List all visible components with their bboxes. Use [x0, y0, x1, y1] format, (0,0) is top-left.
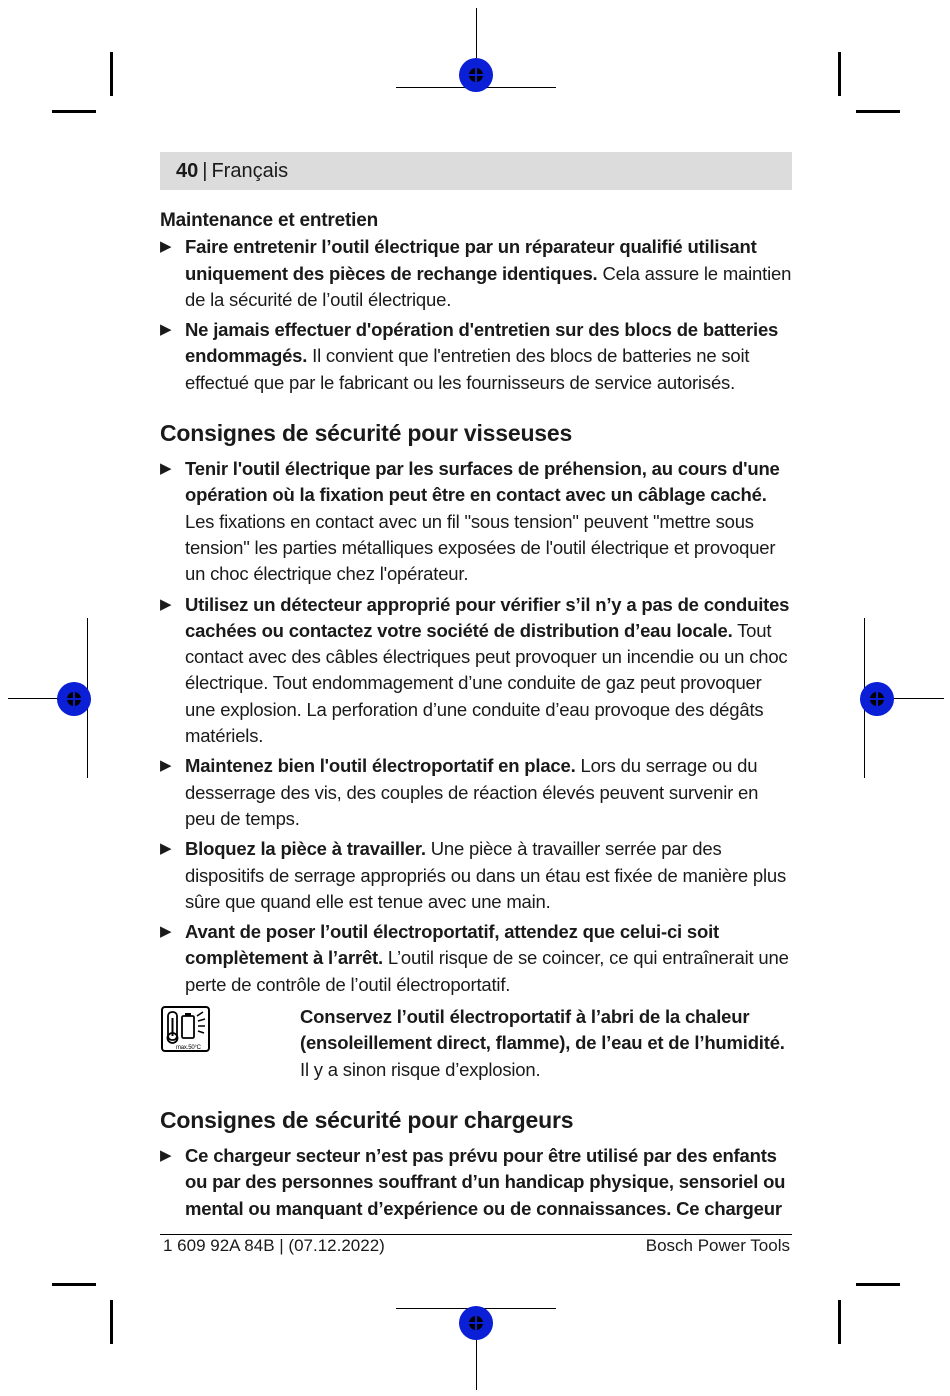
item-text: Tout contact avec des câbles électriques peut provoquer un incendie ou un choc électrique. Tout endommagement d’une conduite de gaz peut provoquer une explosion. La perforation d’une conduite d’eau provoque des dégâts matériels.: [185, 619, 788, 747]
page-content: [160, 208, 792, 1226]
bullet-arrow-icon: ▶: [160, 460, 172, 478]
crop-mark: [856, 110, 900, 113]
registration-mark-icon: [459, 1306, 493, 1340]
list-item: [160, 234, 792, 313]
icon-note: [160, 1004, 792, 1083]
item-text: Une pièce à travailler serrée par des dispositifs de serrage appropriés ou dans un étau est fixée de manière plus sûre que quand elle est tenue avec une main.: [185, 838, 787, 912]
bullet-arrow-icon: ▶: [160, 757, 172, 775]
maintenance-heading: Maintenance et entretien: [160, 210, 378, 231]
footer-doc-ref: 1 609 92A 84B | (07.12.2022): [163, 1236, 385, 1255]
item-bold: Ce chargeur secteur n’est pas prévu pour être utilisé par des enfants ou par des personnes souffrant d’un handicap physique, sensoriel ou mental ou manquant d’expérience ou de connaissances. Ce chargeur: [185, 1144, 786, 1219]
page-number: 40: [176, 159, 199, 182]
crop-mark: [110, 52, 113, 96]
header-language: Français: [211, 159, 289, 182]
list-item: [160, 456, 792, 587]
crop-mark: [838, 1300, 841, 1344]
crop-mark: [856, 1283, 900, 1286]
bullet-arrow-icon: ▶: [160, 238, 172, 256]
footer-brand: Bosch Power Tools: [645, 1236, 790, 1255]
item-text: Les fixations en contact avec un fil "sous tension" peuvent "mettre sous tension" les parties métalliques exposées de l'outil électrique et provoquer un choc électrique chez l'opérateur.: [185, 510, 776, 585]
item-bold: Bloquez la pièce à travailler.: [185, 838, 426, 860]
bullet-arrow-icon: ▶: [160, 1146, 172, 1164]
crop-mark: [52, 1283, 96, 1286]
bullet-arrow-icon: ▶: [160, 595, 172, 613]
item-bold: Utilisez un détecteur approprié pour vérifier s’il n’y a pas de conduites cachées ou contactez votre société de distribution d’eau locale.: [185, 593, 790, 641]
item-text: Cela assure le maintien de la sécurité de l’outil électrique.: [185, 262, 792, 310]
registration-mark-icon: [57, 682, 91, 716]
item-text: Lors du serrage ou du desserrage des vis, des couples de réaction élevés peuvent survenir en peu de temps.: [185, 755, 759, 829]
item-bold: Conservez l’outil électroportatif à l’abri de la chaleur (ensoleillement direct, flamme), de l’eau et de l’humidité.: [300, 1006, 785, 1054]
crop-mark: [52, 110, 96, 113]
item-bold: Faire entretenir l’outil électrique par un réparateur qualifié utilisant uniquement des pièces de rechange identiques.: [185, 236, 757, 284]
list-item: [160, 317, 792, 396]
item-text: Il convient que l'entretien des blocs de batteries ne soit effectué que par le fabricant ou les fournisseurs de service autorisés.: [185, 345, 750, 393]
list-item: [160, 919, 792, 998]
item-text: Il y a sinon risque d’explosion.: [300, 1058, 541, 1080]
bullet-arrow-icon: ▶: [160, 321, 172, 339]
footer-rule: [160, 1234, 792, 1235]
item-text: L’outil risque de se coincer, ce qui entraînerait une perte de contrôle de l’outil électroportatif.: [185, 947, 789, 995]
list-item: [160, 836, 792, 915]
item-bold: Tenir l'outil électrique par les surfaces de préhension, au cours d'une opération où la fixation peut être en contact avec un câblage caché.: [185, 458, 780, 506]
header-separator: |: [202, 159, 208, 182]
bullet-arrow-icon: ▶: [160, 923, 172, 941]
page-header: [160, 152, 792, 190]
bullet-arrow-icon: ▶: [160, 840, 172, 858]
chargeurs-heading: Consignes de sécurité pour chargeurs: [160, 1106, 574, 1133]
list-item: [160, 592, 792, 750]
registration-mark-icon: [459, 58, 493, 92]
crop-mark: [110, 1300, 113, 1344]
item-bold: Ne jamais effectuer d'opération d'entretien sur des blocs de batteries endommagés.: [185, 319, 779, 367]
visseuses-heading: Consignes de sécurité pour visseuses: [160, 420, 573, 447]
list-item: [160, 1143, 792, 1222]
list-item: [160, 753, 792, 832]
registration-mark-icon: [860, 682, 894, 716]
item-bold: Maintenez bien l'outil électroportatif en place.: [185, 755, 576, 777]
crop-mark: [838, 52, 841, 96]
battery-temperature-icon: [160, 1004, 212, 1054]
icon-label: max.50°C: [176, 1045, 201, 1052]
item-bold: Avant de poser l’outil électroportatif, attendez que celui-ci soit complètement à l’arrêt.: [185, 921, 720, 969]
